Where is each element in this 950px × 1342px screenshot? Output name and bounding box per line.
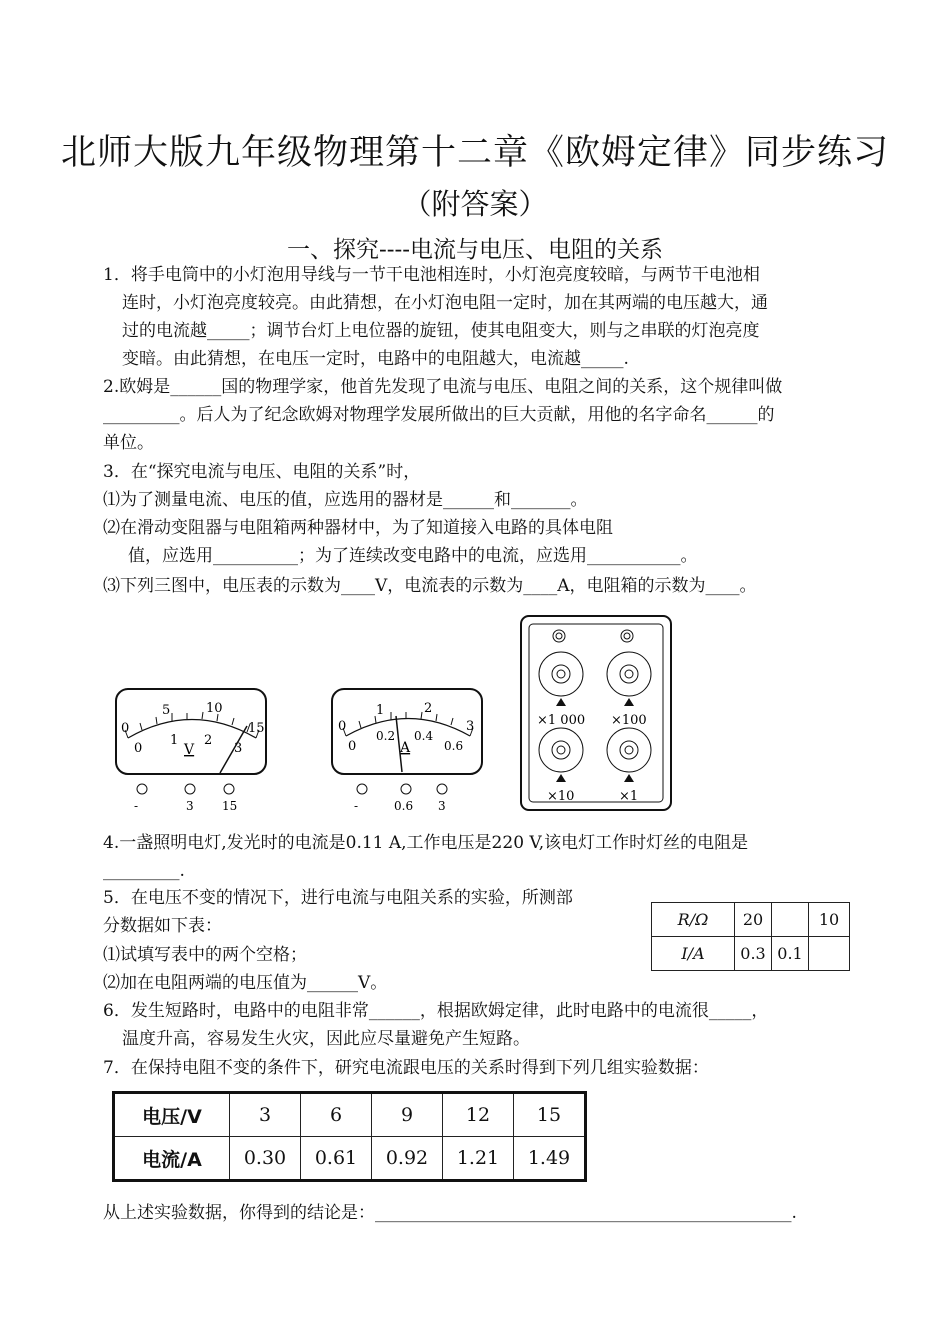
q1-line: 1．将手电筒中的小灯泡用导线与一节干电池相连时，小灯泡亮度较暗，与两节干电池相 [103,265,760,285]
table-cell: 9 [372,1093,443,1137]
voltmeter-tick: 15 [248,721,265,736]
voltmeter-tick: 0 [134,741,143,756]
ammeter-tick: 0.4 [414,729,434,743]
voltmeter-tick: 2 [204,733,213,748]
table-cell: 0.1 [772,937,809,971]
table-row [114,1137,586,1181]
table-cell: 0.3 [735,937,772,971]
q2-line: 2.欧姆是______国的物理学家，他首先发现了电流与电压、电阻之间的关系，这个规律叫做 [103,377,783,397]
ammeter-unit: A [400,740,411,756]
q4-line: 4.一盏照明电灯,发光时的电流是0.11 A,工作电压是220 V,该电灯工作时灯丝的电阻是 [103,833,749,853]
table-cell: 1.49 [514,1137,586,1181]
ammeter-tick: 1 [376,703,385,718]
voltage-current-table [112,1091,587,1182]
table-cell: 电压/V [114,1093,230,1137]
q7-line: 7．在保持电阻不变的条件下，研究电流跟电压的关系时得到下列几组实验数据： [103,1058,709,1078]
q3-line: ⑵在滑动变阻器与电阻箱两种器材中，为了知道接入电路的具体电阻 [103,518,613,538]
q3-line: 3．在“探究电流与电压、电阻的关系”时， [103,462,421,482]
table-cell: 0.92 [372,1137,443,1181]
table-cell: 12 [443,1093,514,1137]
table-cell [772,903,809,937]
table-cell: 1.21 [443,1137,514,1181]
table-cell: 15 [514,1093,586,1137]
ammeter-tick: 0 [348,739,357,754]
q5-line: 5．在电压不变的情况下，进行电流与电阻关系的实验，所测部 [103,888,573,908]
page-title: 北师大版九年级物理第十二章《欧姆定律》同步练习 [60,133,889,173]
voltmeter-terminal: 15 [222,799,238,813]
table-cell: 0.30 [230,1137,301,1181]
table-cell: 20 [735,903,772,937]
q6-line: 6．发生短路时，电路中的电阻非常______，根据欧姆定律，此时电路中的电流很_____， [103,1001,769,1021]
resistance-box-multiplier: ×1 [619,789,639,804]
table-cell: 3 [230,1093,301,1137]
table-row [114,1093,586,1137]
resistance-box-figure [519,614,673,812]
voltmeter-tick: 0 [121,721,130,736]
table-row [652,937,850,971]
voltmeter-terminal: - [134,799,139,813]
voltmeter-figure [112,686,272,814]
ammeter-tick: 3 [466,719,475,734]
table-cell: 6 [301,1093,372,1137]
table-cell: 电流/A [114,1137,230,1181]
q2-line: _________。后人为了纪念欧姆对物理学发展所做出的巨大贡献，用他的名字命名______的 [103,405,775,425]
q6-line: 温度升高，容易发生火灾，因此应尽量避免产生短路。 [122,1029,530,1049]
ammeter-terminal: 3 [438,799,446,813]
voltmeter-unit: V [184,742,195,758]
ammeter-tick: 0.2 [376,729,396,743]
section-heading: 一、探究----电流与电压、电阻的关系 [286,237,664,263]
ammeter-terminal: 0.6 [394,799,414,813]
q3-line: ⑶下列三图中，电压表的示数为____V，电流表的示数为____A，电阻箱的示数为____。 [103,576,757,596]
q5-line: 分数据如下表： [103,916,222,936]
voltmeter-tick: 3 [234,741,243,756]
voltmeter-tick: 1 [170,733,179,748]
ammeter-tick: 2 [424,701,433,716]
table-cell: I/A [652,937,735,971]
ammeter-figure [328,686,488,814]
q2-line: 单位。 [103,433,154,453]
q5-line: ⑴试填写表中的两个空格； [103,945,307,965]
resistance-current-table [651,902,850,971]
voltmeter-terminal: 3 [186,799,194,813]
q4-line: _________. [103,861,185,881]
ammeter-tick: 0 [338,719,347,734]
q3-line: 值，应选用__________；为了连续改变电路中的电流，应选用___________。 [128,546,698,566]
q5-line: ⑵加在电阻两端的电压值为______V。 [103,973,388,993]
conclusion-line: 从上述实验数据，你得到的结论是：_________________________________________________. [103,1203,797,1223]
page-subtitle: （附答案） [402,187,548,221]
table-cell [809,937,850,971]
table-cell: 10 [809,903,850,937]
table-cell: 0.61 [301,1137,372,1181]
table-row [652,903,850,937]
table-cell: R/Ω [652,903,735,937]
q1-line: 变暗。由此猜想，在电压一定时，电路中的电阻越大，电流越_____. [122,349,629,369]
ammeter-terminal: - [354,799,359,813]
q1-line: 连时，小灯泡亮度较亮。由此猜想，在小灯泡电阻一定时，加在其两端的电压越大，通 [122,293,768,313]
ammeter-tick: 0.6 [444,739,464,753]
resistance-box-multiplier: ×1 000 [537,713,586,728]
resistance-box-multiplier: ×100 [611,713,647,728]
voltmeter-tick: 10 [206,701,223,716]
resistance-box-multiplier: ×10 [547,789,575,804]
q1-line: 过的电流越_____；调节台灯上电位器的旋钮，使其电阻变大，则与之串联的灯泡亮度 [122,321,760,341]
voltmeter-needle [220,726,247,773]
q3-line: ⑴为了测量电流、电压的值，应选用的器材是______和_______。 [103,490,588,510]
voltmeter-tick: 5 [162,703,171,718]
